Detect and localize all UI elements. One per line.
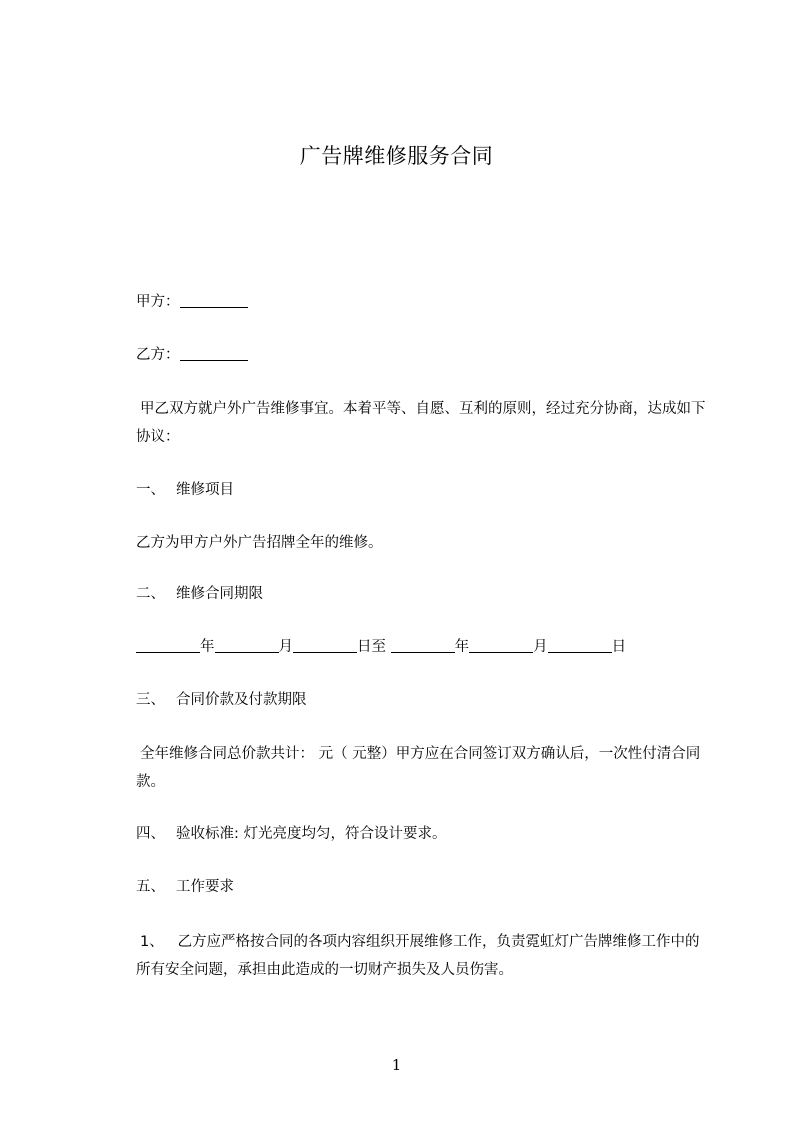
end-year-blank [391, 636, 455, 653]
start-month-label: 月 [278, 639, 293, 655]
end-month-label: 月 [533, 639, 548, 655]
section-3-heading [136, 686, 708, 714]
end-day-blank [548, 636, 612, 653]
intro-paragraph: 甲乙双方就户外广告维修事宜。本着平等、自愿、互利的原则，经过充分协商，达成如下协议： [136, 401, 706, 445]
section-2-number: 二、 [136, 586, 165, 602]
section-1-heading [136, 476, 708, 504]
start-year-label: 年 [200, 639, 215, 655]
section-2-title: 维修合同期限 [176, 586, 263, 602]
page-number: 1 [391, 1056, 402, 1074]
section-1-title: 维修项目 [176, 482, 234, 498]
item-1-text: 乙方应严格按合同的各项内容组织开展维修工作，负责霓虹灯广告牌维修工作中的所有安全问题，承担由此造成的一切财产损失及人员伤害。 [136, 934, 700, 978]
party-b-line [136, 341, 708, 369]
end-year-label: 年 [454, 639, 470, 655]
start-day-blank [293, 636, 357, 653]
section-2-heading [136, 580, 708, 608]
party-a-line [136, 288, 708, 316]
section-5-heading [136, 873, 708, 901]
item-1-paragraph [136, 928, 708, 984]
start-month-blank [215, 636, 279, 653]
period-line [136, 633, 708, 661]
party-a-blank [180, 291, 248, 308]
section-3-body: 全年维修合同总价款共计： 元（ 元整）甲方应在合同签订双方确认后，一次性付清合同款。 [136, 746, 701, 790]
start-year-blank [136, 636, 200, 653]
party-a-label: 甲方： [136, 294, 180, 310]
item-1-number: 1、 [140, 934, 164, 950]
section-4-number: 四、 [136, 826, 165, 842]
party-b-blank [180, 344, 248, 361]
page-title: 广告牌维修服务合同 [299, 144, 494, 168]
section-1-body: 乙方为甲方户外广告招牌全年的维修。 [136, 535, 383, 551]
section-3-number: 三、 [136, 692, 165, 708]
party-b-label: 乙方： [136, 347, 180, 363]
start-day-label: 日至 [357, 639, 386, 655]
end-month-blank [469, 636, 533, 653]
section-1-number: 一、 [136, 482, 165, 498]
end-day-label: 日 [611, 639, 627, 655]
section-4-heading [136, 820, 708, 848]
section-5-number: 五、 [136, 879, 165, 895]
section-4-title: 验收标准: 灯光亮度均匀，符合设计要求。 [176, 826, 447, 842]
section-5-title: 工作要求 [176, 879, 234, 895]
section-3-title: 合同价款及付款期限 [176, 692, 307, 708]
